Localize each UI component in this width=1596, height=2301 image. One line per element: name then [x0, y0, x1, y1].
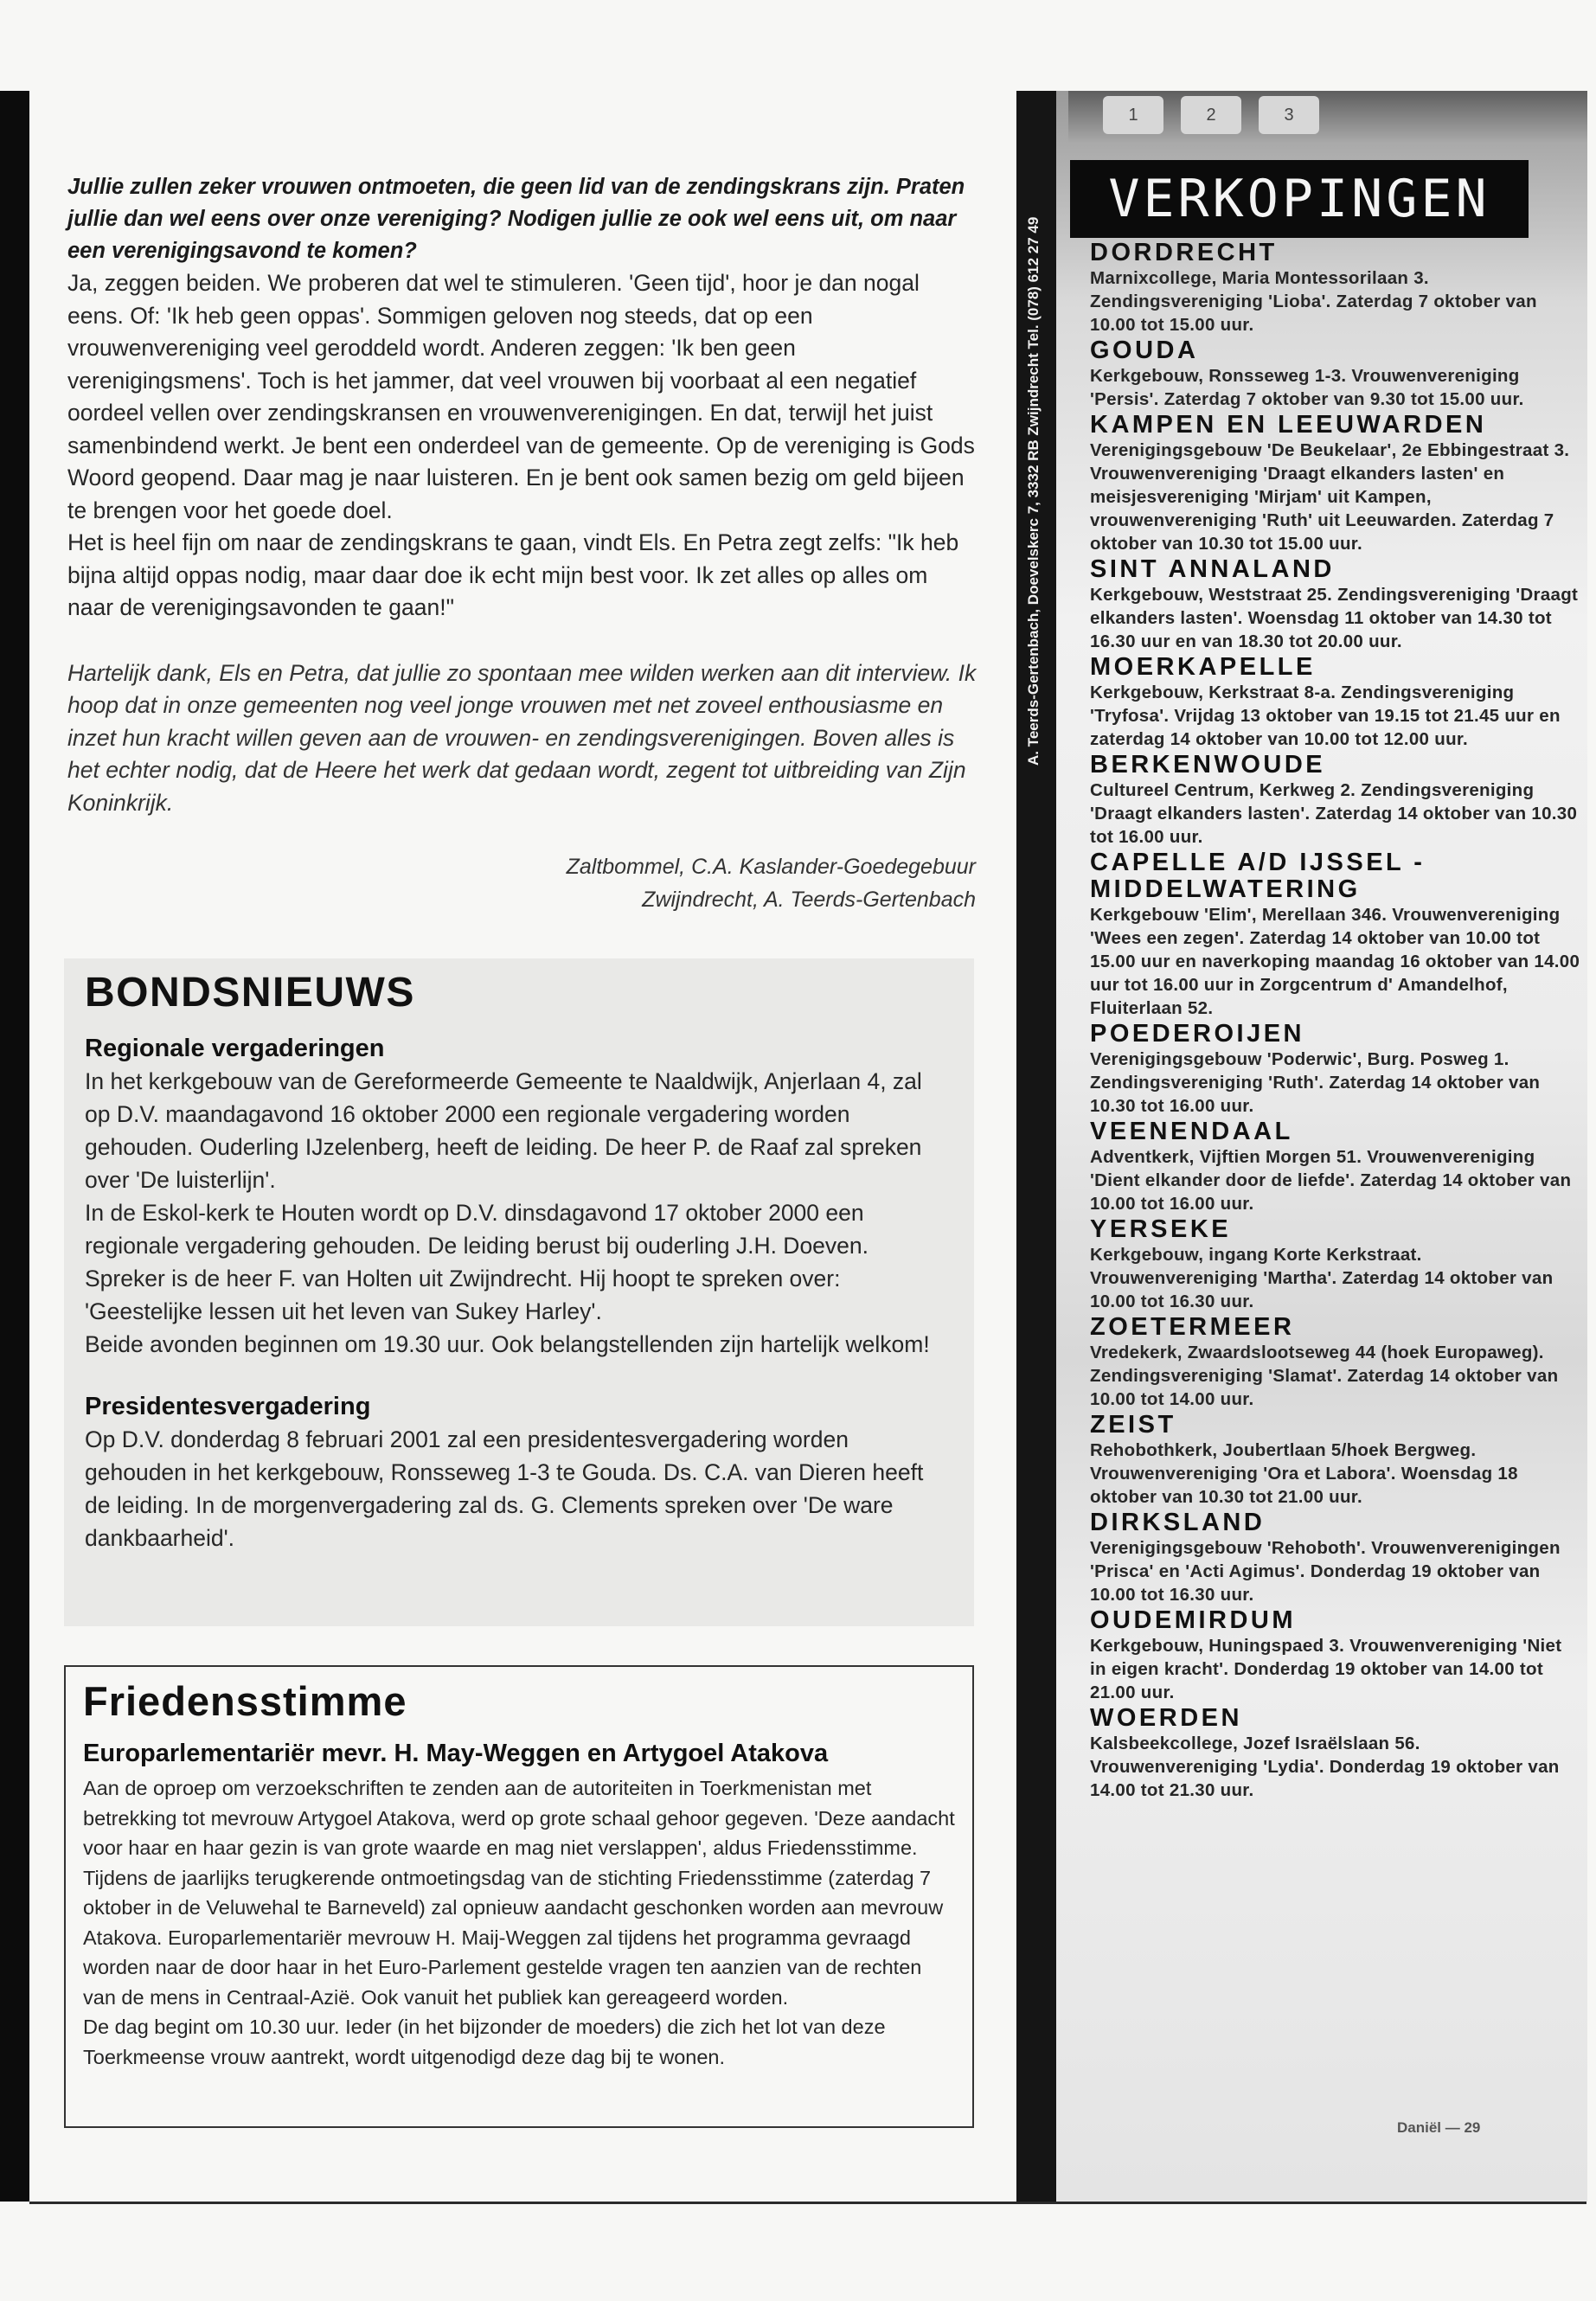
- sale-item: [1090, 1021, 1583, 1118]
- sale-details: Verenigingsgebouw 'De Beukelaar', 2e Ebbingestraat 3. Vrouwenvereniging 'Draagt elkanders lasten' en meisjesvereniging 'Mirjam' uit Kampen, vrouwenvereniging 'Ruth' uit Leeuwarden. Zaterdag 7 oktober van 10.30 tot 15.00 uur.: [1090, 440, 1570, 554]
- interview-answer-2: Het is heel fijn om naar de zendingskrans te gaan, vindt Els. En Petra zegt zelfs: "Ik heb bijna altijd oppas nodig, maar daar doe ik echt mijn best voor. Ik zet alles op alles om naar de verenigingsavonden te gaan!": [67, 529, 959, 620]
- sale-details: Kerkgebouw, Weststraat 25. Zendingsvereniging 'Draagt elkanders lasten'. Woensdag 11 oktober van 14.30 tot 16.30 uur en van 18.30 tot 20.00 uur.: [1090, 585, 1579, 651]
- sale-item: [1090, 849, 1583, 1020]
- sales-list: [1090, 240, 1583, 1803]
- sale-city: GOUDA: [1090, 336, 1199, 364]
- sale-city: CAPELLE A/D IJSSEL - MIDDELWATERING: [1090, 849, 1426, 903]
- interview-section: [67, 171, 977, 916]
- interview-answer-1: Ja, zeggen beiden. We proberen dat wel te stimuleren. 'Geen tijd', hoor je dan nogal eens. Of: 'Ik heb geen oppas'. Sommigen geloven nog steeds, dat op een vrouwenvereniging veel geroddeld wordt. Anderen zeggen: 'Ik ben geen verenigingsmens'. Toch is het jammer, dat veel vrouwen bij voorbaat al een negatief oordeel vellen over zendingskransen en vrouwenverenigingen. En dat, terwijl het juist samenbindend werkt. Je bent een onderdeel van de gemeente. Op de vereniging is Gods Woord geopend. Daar mag je naar luisteren. En je bent ook samen bezig om geld bijeen te brengen voor het goede doel.: [67, 270, 975, 523]
- sale-details: Kerkgebouw, Ronsseweg 1-3. Vrouwenvereniging 'Persis'. Zaterdag 7 oktober van 9.30 tot 15.00 uur.: [1090, 366, 1524, 409]
- sale-details: Cultureel Centrum, Kerkweg 2. Zendingsvereniging 'Draagt elkanders lasten'. Zaterdag 14 oktober van 10.30 tot 16.00 uur.: [1090, 780, 1578, 847]
- key-2: 2: [1181, 96, 1241, 134]
- friedensstimme-subtitle: Europarlementariër mevr. H. May-Weggen en Artygoel Atakova: [83, 1740, 829, 1767]
- presidentes-paragraph: Op D.V. donderdag 8 februari 2001 zal een presidentesvergadering worden gehouden in het kerkgebouw, Ronsseweg 1-3 te Gouda. Ds. C.A. van Dieren heeft de leiding. In de morgenvergadering zal ds. G. Clements spreken over 'De ware dankbaarheid'.: [85, 1426, 924, 1551]
- sale-item: [1090, 654, 1583, 751]
- sale-city: MOERKAPELLE: [1090, 653, 1316, 681]
- sale-city: VEENENDAAL: [1090, 1118, 1293, 1145]
- friedensstimme-paragraph-1: Aan de oproep om verzoekschriften te zenden aan de autoriteiten in Toerkmenistan met betrekking tot mevrouw Artygoel Atakova, werd op grote schaal gehoor gegeven. 'Deze aandacht voor haar en haar gezin is van grote waarde en mag niet verslappen', aldus Friedensstimme. Tijdens de jaarlijks terugkerende ontmoetingsdag van de stichting Friedensstimme (zaterdag 7 oktober in de Veluwehal te Barneveld) zal opnieuw aandacht geschonken worden aan mevrouw Atakova. Europarlementariër mevrouw H. Maij-Weggen zal tijdens het programma gevraagd worden naar de door haar in het Euro-Parlement gestelde vragen ten aanzien van de rechten van de mens in Centraal-Azië. Ook vanuit het publiek kan gereageerd worden.: [83, 1777, 955, 2009]
- sale-item: [1090, 1607, 1583, 1704]
- sale-city: KAMPEN EN LEEUWARDEN: [1090, 411, 1487, 439]
- friedensstimme-box: [64, 1665, 974, 2128]
- keyboard-photo: [1068, 91, 1587, 143]
- sale-item: [1090, 556, 1583, 653]
- sale-item: [1090, 1314, 1583, 1411]
- sale-details: Kerkgebouw, Huningspaed 3. Vrouwenvereniging 'Niet in eigen kracht'. Donderdag 19 oktober van 14.00 tot 21.00 uur.: [1090, 1636, 1562, 1702]
- sale-city: YERSEKE: [1090, 1215, 1232, 1243]
- sale-item: [1090, 1412, 1583, 1509]
- sale-item: [1090, 1216, 1583, 1313]
- sale-item: [1090, 1118, 1583, 1215]
- sale-details: Kerkgebouw 'Elim', Merellaan 346. Vrouwenvereniging 'Wees een zegen'. Zaterdag 14 oktober van 10.00 tot 15.00 uur en naverkoping maandag 16 oktober van 14.00 uur tot 16.00 uur in Zorgcentrum d' Amandelhof, Fluiterlaan 52.: [1090, 905, 1580, 1018]
- sale-details: Adventkerk, Vijftien Morgen 51. Vrouwenvereniging 'Dient elkander door de liefde'. Zaterdag 14 oktober van 10.00 tot 16.00 uur.: [1090, 1147, 1572, 1214]
- sale-item: [1090, 412, 1583, 555]
- signature-1: Zaltbommel, C.A. Kaslander-Goedegebuur: [566, 855, 976, 879]
- bottom-rule: [29, 2202, 1586, 2204]
- signature-2: Zwijndrecht, A. Teerds-Gertenbach: [642, 888, 976, 912]
- key-1: 1: [1103, 96, 1163, 134]
- sale-item: [1090, 752, 1583, 849]
- sale-details: Vredekerk, Zwaardslootseweg 44 (hoek Europaweg). Zendingsvereniging 'Slamat'. Zaterdag 14 oktober van 10.00 tot 14.00 uur.: [1090, 1343, 1559, 1409]
- sale-city: ZEIST: [1090, 1411, 1176, 1439]
- sale-city: OUDEMIRDUM: [1090, 1606, 1296, 1634]
- sale-item: [1090, 1705, 1583, 1802]
- sale-city: DIRKSLAND: [1090, 1509, 1266, 1536]
- contact-strip: [1016, 91, 1056, 2202]
- friedensstimme-title: Friedensstimme: [83, 1678, 407, 1724]
- sale-city: POEDEROIJEN: [1090, 1020, 1304, 1048]
- sale-details: Kalsbeekcollege, Jozef Israëlslaan 56. Vrouwenvereniging 'Lydia'. Donderdag 19 oktober van 14.00 tot 21.30 uur.: [1090, 1734, 1560, 1800]
- houten-paragraph: In de Eskol-kerk te Houten wordt op D.V. dinsdagavond 17 oktober 2000 een regionale vergadering gehouden. De leiding berust bij ouderling J.H. Doeven. Spreker is de heer F. van Holten uit Zwijndrecht. Hij hoopt te spreken over: 'Geestelijke lessen uit het leven van Sukey Harley'.: [85, 1200, 869, 1324]
- friedensstimme-paragraph-2: De dag begint om 10.30 uur. Ieder (in het bijzonder de moeders) die zich het lot van deze Toerkmeense vrouw aantrekt, wordt uitgenodigd deze dag bij te wonen.: [83, 2016, 886, 2068]
- sale-item: [1090, 240, 1583, 336]
- sale-item: [1090, 337, 1583, 411]
- contact-text: A. Teerds-Gertenbach, Doevelskerc 7, 3332 RB Zwijndrecht Tel. (078) 612 27 49: [1025, 216, 1042, 766]
- beide-avonden-paragraph: Beide avonden beginnen om 19.30 uur. Ook belangstellenden zijn hartelijk welkom!: [85, 1331, 930, 1357]
- interview-closing: Hartelijk dank, Els en Petra, dat jullie zo spontaan mee wilden werken aan dit interview. Ik hoop dat in onze gemeenten nog veel jonge vrouwen met net zoveel enthousiasme en inzet hun kracht willen geven aan de vrouwen- en zendingsverenigingen. Boven alles is het echter nodig, dat de Heere het werk dat gedaan wordt, zegent tot uitbreiding van Zijn Koninkrijk.: [67, 659, 977, 816]
- sale-details: Verenigingsgebouw 'Rehoboth'. Vrouwenverenigingen 'Prisca' en 'Acti Agimus'. Donderdag 19 oktober van 10.00 tot 16.30 uur.: [1090, 1538, 1561, 1605]
- sale-item: [1090, 1509, 1583, 1606]
- sale-city: ZOETERMEER: [1090, 1313, 1295, 1341]
- sale-details: Rehobothkerk, Joubertlaan 5/hoek Bergweg. Vrouwenvereniging 'Ora et Labora'. Woensdag 18 oktober van 10.30 tot 21.00 uur.: [1090, 1440, 1518, 1507]
- sale-details: Kerkgebouw, Kerkstraat 8-a. Zendingsvereniging 'Tryfosa'. Vrijdag 13 oktober van 19.15 tot 21.45 uur en zaterdag 14 oktober van 10.00 tot 12.00 uur.: [1090, 683, 1561, 749]
- regionale-vergaderingen-heading: Regionale vergaderingen: [85, 1035, 385, 1062]
- bondsnieuws-box: [64, 958, 974, 1626]
- naaldwijk-paragraph: In het kerkgebouw van de Gereformeerde Gemeente te Naaldwijk, Anjerlaan 4, zal op D.V. maandagavond 16 oktober 2000 een regionale vergadering worden gehouden. Ouderling IJzelenberg, heeft de leiding. De heer P. de Raaf zal spreken over 'De luisterlijn'.: [85, 1068, 922, 1193]
- interview-question: Jullie zullen zeker vrouwen ontmoeten, die geen lid van de zendingskrans zijn. Praten jullie dan wel eens over onze vereniging? Nodigen jullie ze ook wel eens uit, om naar een verenigingsavond te komen?: [67, 175, 965, 263]
- sale-city: SINT ANNALAND: [1090, 555, 1335, 583]
- presidentesvergadering-heading: Presidentesvergadering: [85, 1393, 371, 1420]
- sale-details: Marnixcollege, Maria Montessorilaan 3. Zendingsvereniging 'Lioba'. Zaterdag 7 oktober van 10.00 tot 15.00 uur.: [1090, 268, 1537, 335]
- sale-details: Verenigingsgebouw 'Poderwic', Burg. Posweg 1. Zendingsvereniging 'Ruth'. Zaterdag 14 oktober van 10.30 tot 16.00 uur.: [1090, 1049, 1541, 1116]
- verkopingen-banner: VERKOPINGEN: [1070, 160, 1529, 238]
- verkopingen-sidebar: [1016, 91, 1587, 2202]
- key-3: 3: [1259, 96, 1319, 134]
- sale-city: BERKENWOUDE: [1090, 751, 1326, 779]
- sale-city: WOERDEN: [1090, 1704, 1242, 1732]
- bondsnieuws-title: BONDSNIEUWS: [85, 970, 415, 1016]
- sale-details: Kerkgebouw, ingang Korte Kerkstraat. Vrouwenvereniging 'Martha'. Zaterdag 14 oktober van 10.00 tot 16.30 uur.: [1090, 1245, 1554, 1311]
- page-edge: [0, 91, 29, 2202]
- sale-city: DORDRECHT: [1090, 239, 1278, 266]
- page-footer: Daniël — 29: [1397, 2119, 1481, 2136]
